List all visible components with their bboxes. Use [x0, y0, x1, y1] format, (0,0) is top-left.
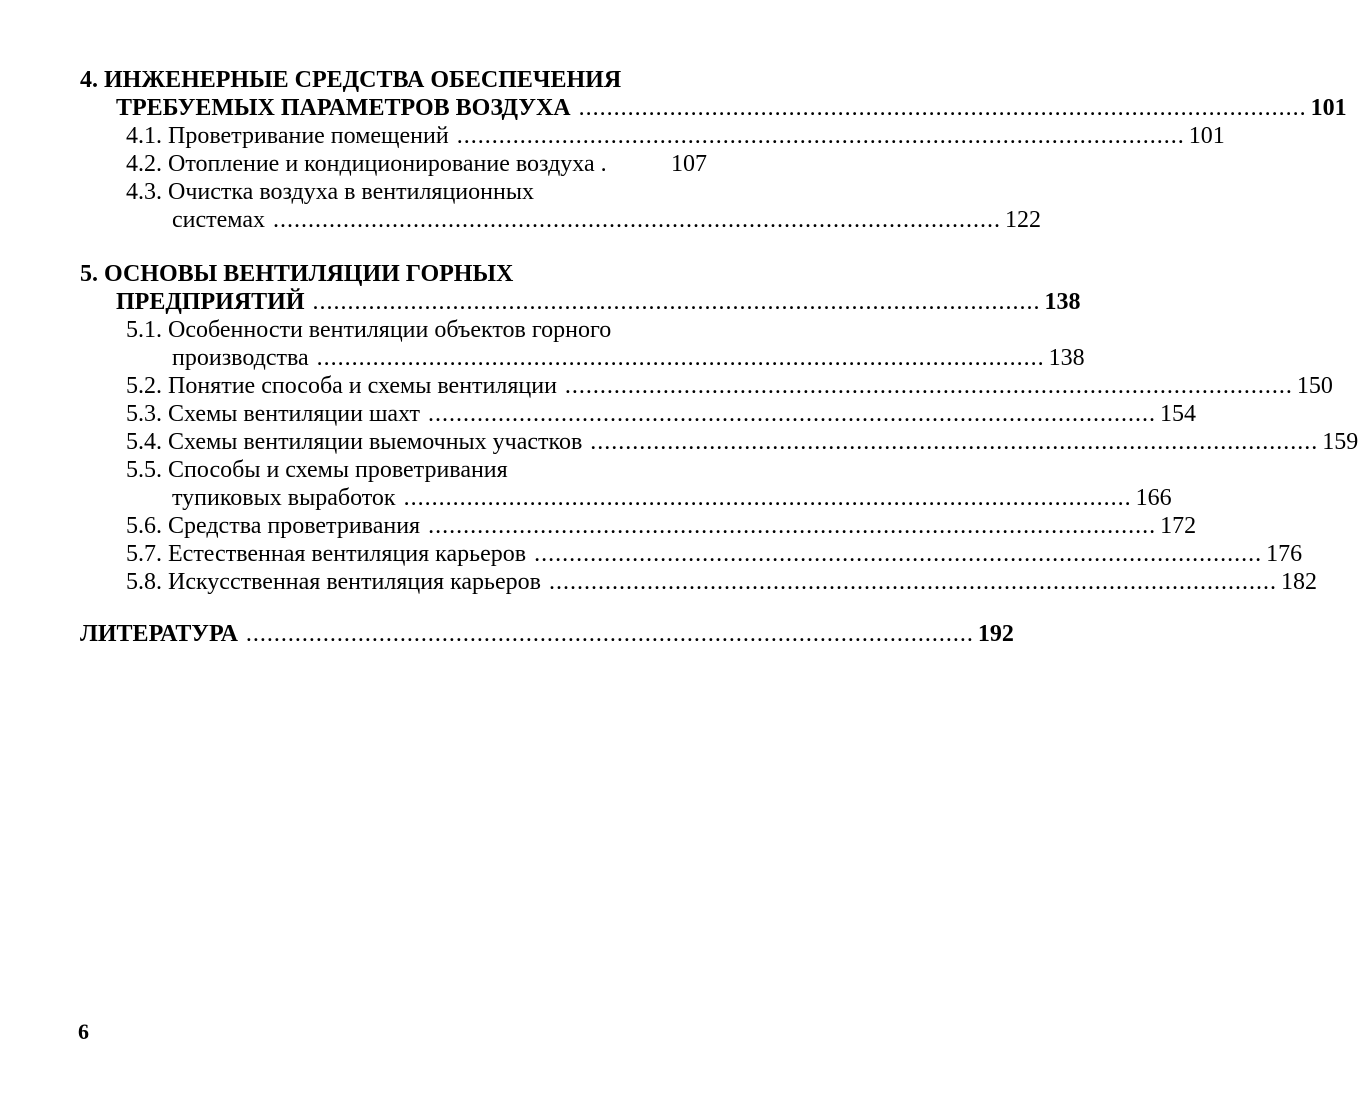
chapter-4-title-line2: ТРЕБУЕМЫХ ПАРАМЕТРОВ ВОЗДУХА — [116, 95, 571, 121]
section-title: 5.3. Схемы вентиляции шахт — [126, 401, 420, 427]
toc-entry-5-1 — [172, 344, 1085, 372]
section-title: 5.6. Средства проветривания — [126, 513, 421, 539]
chapter-5-page: 138 — [1044, 289, 1081, 315]
section-page: 154 — [1159, 401, 1196, 427]
chapter-5-title-line2: ПРЕДПРИЯТИЙ — [116, 289, 305, 315]
leader-dots: ........................................................................................................ — [403, 485, 1132, 511]
chapter-4-title-line1: 4. ИНЖЕНЕРНЫЕ СРЕДСТВА ОБЕСПЕЧЕНИЯ — [80, 67, 622, 93]
section-page: 166 — [1135, 485, 1172, 511]
leader-dots: ........................................................................................................ — [534, 541, 1263, 567]
section-title: 4.2. Отопление и кондиционирование воздуха . — [126, 151, 607, 177]
section-page: 150 — [1296, 373, 1333, 399]
section-title: 5.2. Понятие способа и схемы вентиляции — [126, 373, 557, 399]
leader-dots: ........................................................................................................ — [427, 401, 1156, 427]
section-title: производства — [172, 345, 309, 371]
chapter-5-title-line1: 5. ОСНОВЫ ВЕНТИЛЯЦИИ ГОРНЫХ — [80, 261, 514, 287]
toc-entry-4-3-line1: 4.3. Очистка воздуха в вентиляционных — [126, 179, 534, 205]
section-page: 159 — [1322, 429, 1358, 455]
literature-title: ЛИТЕРАТУРА — [80, 621, 238, 647]
chapter-5-entry — [116, 288, 1081, 316]
toc-entry-5-8 — [126, 568, 1317, 596]
toc-entry-4-3 — [172, 206, 1041, 234]
section-page: 107 — [671, 151, 707, 177]
literature-page: 192 — [977, 621, 1014, 647]
section-page: 176 — [1266, 541, 1303, 567]
toc-entry-5-6 — [126, 512, 1197, 540]
leader-dots: ........................................................................................................ — [548, 569, 1277, 595]
leader-dots: ........................................................................................................ — [245, 621, 974, 647]
section-title: системах — [172, 207, 265, 233]
leader-dots: ........................................................................................................ — [590, 429, 1319, 455]
section-page: 101 — [1188, 123, 1225, 149]
leader-dots: ........................................................................................................ — [428, 513, 1157, 539]
toc-entry-5-7 — [126, 540, 1303, 568]
leader-dots: ........................................................................................................ — [312, 289, 1041, 315]
toc-entry-5-5 — [172, 484, 1172, 512]
toc-entry-4-2 — [126, 150, 707, 178]
toc-entry-4-1 — [126, 122, 1225, 150]
leader-dots: ........................................................................................................ — [578, 95, 1307, 121]
toc-entry-5-1-line1: 5.1. Особенности вентиляции объектов горного — [126, 317, 612, 343]
page-number: 6 — [78, 1019, 89, 1044]
section-title: 5.7. Естественная вентиляция карьеров — [126, 541, 527, 567]
leader-dots: ........................................................................................................ — [316, 345, 1045, 371]
leader-dots: ........................................................................................................ — [564, 373, 1293, 399]
section-title: 5.4. Схемы вентиляции выемочных участков — [126, 429, 583, 455]
section-page: 182 — [1280, 569, 1317, 595]
chapter-4-entry — [116, 94, 1347, 122]
section-page: 122 — [1004, 207, 1041, 233]
leader-dots: ........................................................................................................ — [272, 207, 1001, 233]
leader-dots: ........................................................................................................ — [456, 123, 1185, 149]
section-page: 138 — [1048, 345, 1085, 371]
section-title: тупиковых выработок — [172, 485, 396, 511]
toc-entry-5-3 — [126, 400, 1196, 428]
chapter-4-page: 101 — [1310, 95, 1347, 121]
literature-entry — [80, 620, 1014, 648]
section-title: 4.1. Проветривание помещений — [126, 123, 449, 149]
toc-entry-5-5-line1: 5.5. Способы и схемы проветривания — [126, 457, 508, 483]
toc-entry-5-2 — [126, 372, 1333, 400]
section-page: 172 — [1160, 513, 1197, 539]
toc-entry-5-4 — [126, 428, 1358, 456]
section-title: 5.8. Искусственная вентиляция карьеров — [126, 569, 541, 595]
